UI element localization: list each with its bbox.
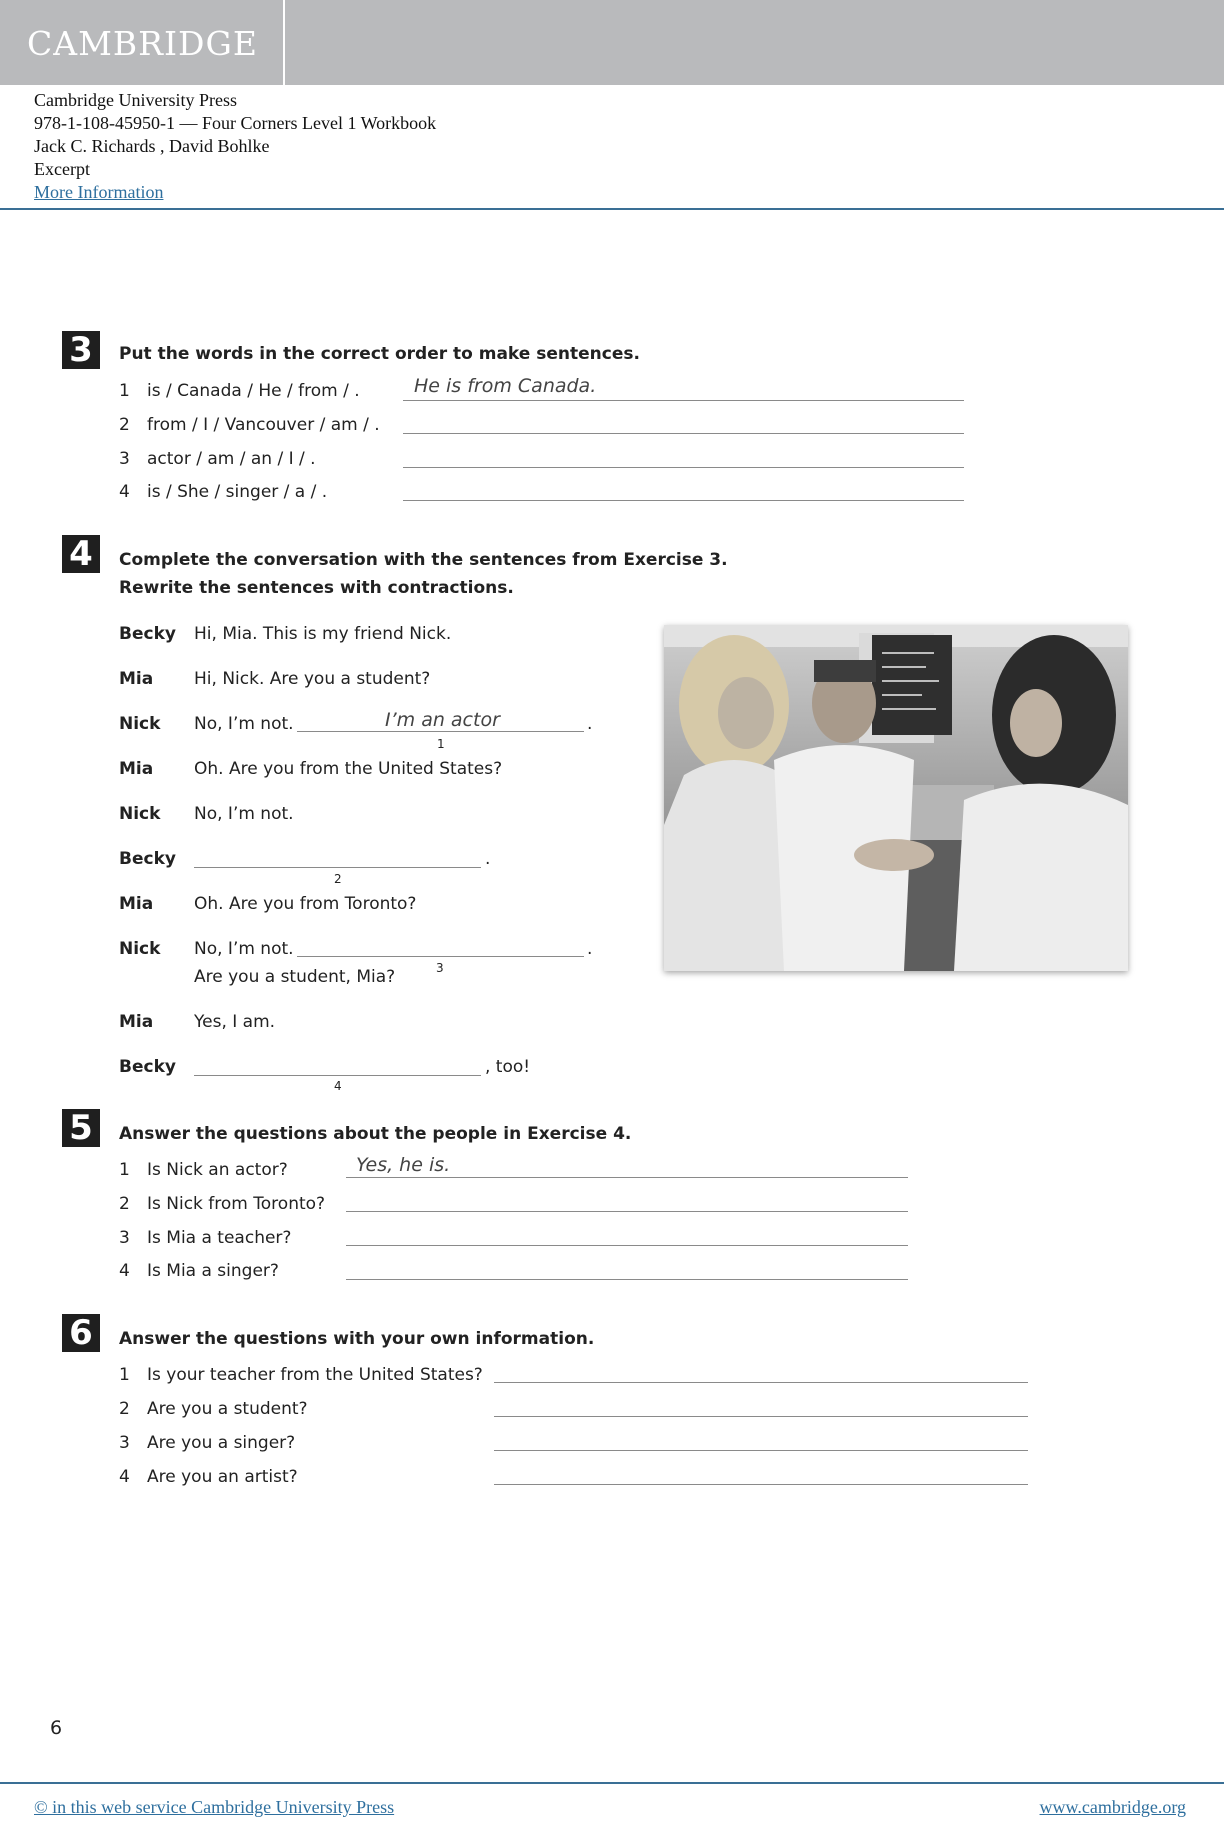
exercise-4-instruction-2: Rewrite the sentences with contractions. xyxy=(119,578,514,598)
ex5-item-question: Is Mia a teacher? xyxy=(147,1228,292,1248)
ex6-item-question: Are you a singer? xyxy=(147,1433,296,1453)
ex3-answer-line[interactable] xyxy=(403,500,964,501)
exercise-5-instruction: Answer the questions about the people in Exercise 4. xyxy=(119,1124,632,1144)
dialogue-blank-2[interactable] xyxy=(194,867,481,868)
speaker-name: Mia xyxy=(119,759,154,779)
website-link[interactable]: www.cambridge.org xyxy=(1039,1797,1186,1817)
authors: Jack C. Richards , David Bohlke xyxy=(34,136,270,156)
more-information-link[interactable]: More Information xyxy=(34,182,164,202)
ex5-item-number: 1 xyxy=(119,1160,130,1180)
blank-number: 2 xyxy=(334,872,342,886)
ex3-answer-line[interactable] xyxy=(403,400,964,401)
ex3-item-number: 2 xyxy=(119,415,130,435)
ex6-item-number: 3 xyxy=(119,1433,130,1453)
cambridge-logo: CAMBRIDGE xyxy=(27,24,258,63)
copyright-link[interactable]: © in this web service Cambridge University Press xyxy=(34,1797,395,1817)
ex5-answer-line[interactable] xyxy=(346,1177,908,1178)
dialogue-blank-1[interactable] xyxy=(297,731,584,732)
ex6-item-number: 4 xyxy=(119,1467,130,1487)
speaker-name: Mia xyxy=(119,894,154,914)
ex3-item-answer: He is from Canada. xyxy=(414,375,597,397)
dialogue-text: No, I’m not. xyxy=(194,714,294,734)
ex6-item-question: Are you a student? xyxy=(147,1399,308,1419)
exercise-6-number: 6 xyxy=(62,1314,100,1352)
speaker-name: Nick xyxy=(119,939,161,959)
ex3-item-prompt: is / She / singer / a / . xyxy=(147,482,328,502)
blank-number: 1 xyxy=(437,737,445,751)
footer-rule xyxy=(0,1782,1224,1784)
ex6-answer-line[interactable] xyxy=(494,1382,1028,1383)
ex3-item-number: 1 xyxy=(119,381,130,401)
dialogue-text: Hi, Nick. Are you a student? xyxy=(194,669,431,689)
blank-number: 3 xyxy=(436,961,444,975)
dialogue-punctuation: , too! xyxy=(485,1057,531,1077)
ex6-item-number: 1 xyxy=(119,1365,130,1385)
exercise-4-number: 4 xyxy=(62,535,100,573)
speaker-name: Becky xyxy=(119,624,176,644)
exercise-6-instruction: Answer the questions with your own information. xyxy=(119,1329,595,1349)
blank-number: 4 xyxy=(334,1079,342,1093)
header-rule xyxy=(0,208,1224,210)
dialogue-text: Yes, I am. xyxy=(194,1012,276,1032)
logo-box xyxy=(0,0,285,85)
dialogue-text: Oh. Are you from the United States? xyxy=(194,759,503,779)
ex6-item-question: Is your teacher from the United States? xyxy=(147,1365,483,1385)
exercise-3-instruction: Put the words in the correct order to make sentences. xyxy=(119,344,640,364)
dialogue-punctuation: . xyxy=(587,939,593,959)
dialogue-text: No, I’m not. xyxy=(194,804,294,824)
ex5-item-question: Is Mia a singer? xyxy=(147,1261,279,1281)
speaker-name: Mia xyxy=(119,1012,154,1032)
ex5-item-answer: Yes, he is. xyxy=(356,1154,451,1176)
publisher: Cambridge University Press xyxy=(34,90,237,110)
ex5-answer-line[interactable] xyxy=(346,1211,908,1212)
header-banner xyxy=(0,0,1224,85)
book-meta xyxy=(34,89,436,204)
photo-illustration xyxy=(664,625,1128,971)
dialogue-text: Hi, Mia. This is my friend Nick. xyxy=(194,624,452,644)
ex3-answer-line[interactable] xyxy=(403,467,964,468)
dialogue-text: Oh. Are you from Toronto? xyxy=(194,894,417,914)
ex6-answer-line[interactable] xyxy=(494,1450,1028,1451)
ex5-item-number: 2 xyxy=(119,1194,130,1214)
ex3-item-number: 4 xyxy=(119,482,130,502)
ex5-item-question: Is Nick an actor? xyxy=(147,1160,288,1180)
ex3-item-prompt: is / Canada / He / from / . xyxy=(147,381,360,401)
dialogue-punctuation: . xyxy=(485,849,491,869)
ex5-item-number: 3 xyxy=(119,1228,130,1248)
ex5-item-question: Is Nick from Toronto? xyxy=(147,1194,326,1214)
exercise-5-number: 5 xyxy=(62,1109,100,1147)
ex3-answer-line[interactable] xyxy=(403,433,964,434)
ex3-item-prompt: from / I / Vancouver / am / . xyxy=(147,415,380,435)
ex3-item-number: 3 xyxy=(119,449,130,469)
ex6-answer-line[interactable] xyxy=(494,1484,1028,1485)
speaker-name: Becky xyxy=(119,1057,176,1077)
exercise-3-number: 3 xyxy=(62,331,100,369)
dialogue-blank-4[interactable] xyxy=(194,1075,481,1076)
ex6-answer-line[interactable] xyxy=(494,1416,1028,1417)
exercise-4-instruction-1: Complete the conversation with the sentences from Exercise 3. xyxy=(119,550,728,570)
dialogue-punctuation: . xyxy=(587,714,593,734)
ex6-item-question: Are you an artist? xyxy=(147,1467,298,1487)
speaker-name: Becky xyxy=(119,849,176,869)
ex3-item-prompt: actor / am / an / I / . xyxy=(147,449,316,469)
ex6-item-number: 2 xyxy=(119,1399,130,1419)
speaker-name: Nick xyxy=(119,714,161,734)
conversation-photo xyxy=(664,625,1128,971)
isbn-title: 978-1-108-45950-1 — Four Corners Level 1 Workbook xyxy=(34,113,437,133)
speaker-name: Mia xyxy=(119,669,154,689)
dialogue-blank-3[interactable] xyxy=(297,956,584,957)
ex5-item-number: 4 xyxy=(119,1261,130,1281)
dialogue-answer: I’m an actor xyxy=(385,709,500,731)
ex5-answer-line[interactable] xyxy=(346,1245,908,1246)
dialogue-text: No, I’m not. xyxy=(194,939,294,959)
excerpt-label: Excerpt xyxy=(34,159,90,179)
page-number: 6 xyxy=(50,1717,63,1739)
dialogue-text-continued: Are you a student, Mia? xyxy=(194,967,396,987)
ex5-answer-line[interactable] xyxy=(346,1279,908,1280)
speaker-name: Nick xyxy=(119,804,161,824)
